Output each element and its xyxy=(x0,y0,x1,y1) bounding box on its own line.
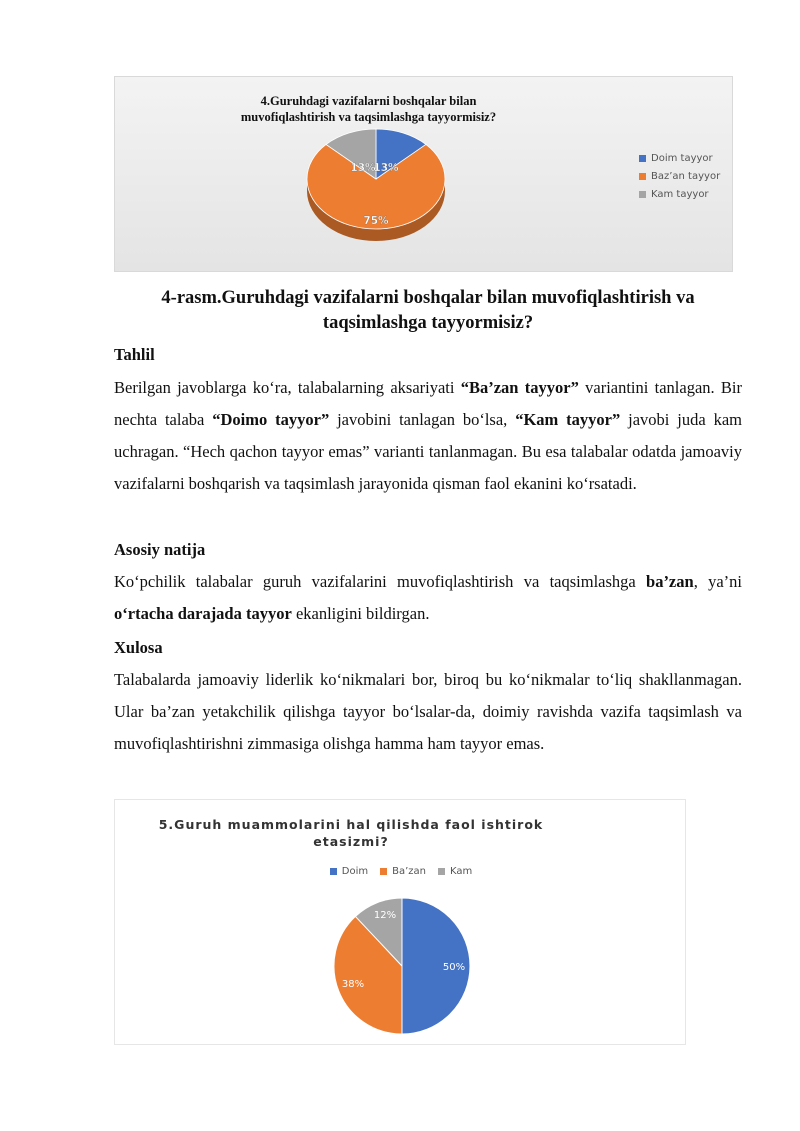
pie-label-2: 75% xyxy=(363,215,389,227)
pie-label-1: 13% xyxy=(373,162,399,174)
pie-label-3: 12% xyxy=(373,910,397,921)
paragraph-tahlil: Berilgan javoblarga ko‘ra, talabalarning aksariyati “Ba’zan tayyor” variantini tanlagan. Bir nechta talaba “Doimo tayyor” javobini tanlagan bo‘lsa, “Kam tayyor” javobi juda kam uchragan. “Hech qachon tayyor emas” varianti tanlanmagan. Bu esa talabalar odatda jamoaviy vazifalarni boshqarish va taqsimlash jarayonida qisman faol ekanini ko‘rsatadi. xyxy=(114,378,742,493)
chart-1 xyxy=(114,76,733,272)
legend-entry-2: Baz’an tayyor xyxy=(639,167,720,185)
heading-xulosa: Xulosa xyxy=(114,638,163,657)
chart-1-legend xyxy=(639,149,720,203)
heading-asosiy-natija: Asosiy natija xyxy=(114,540,206,559)
legend-entry-3: Kam tayyor xyxy=(639,185,720,203)
pie-label-1: 50% xyxy=(442,962,466,973)
chart-2-plot xyxy=(115,800,687,1046)
legend-entry-1: Doim xyxy=(330,866,368,877)
chart-1-title: 4.Guruhdagi vazifalarni boshqalar bilan muvofiqlashtirish va taqsimlashga tayyormisiz? xyxy=(240,94,497,124)
legend-swatch-blue xyxy=(639,155,646,162)
chart-2-title: 5.Guruh muammolarini hal qilishda faol ishtirok etasizmi? xyxy=(158,817,544,849)
chart-2 xyxy=(114,799,686,1045)
heading-tahlil: Tahlil xyxy=(114,345,155,364)
legend-swatch-gray xyxy=(639,191,646,198)
paragraph-natija: Ko‘pchilik talabalar guruh vazifalarini muvofiqlashtirish va taqsimlashga ba’zan, ya’ni o‘rtacha darajada tayyor ekanligini bildirgan. xyxy=(114,572,742,623)
legend-entry-2: Ba’zan xyxy=(380,866,426,877)
paragraph-xulosa: Talabalarda jamoaviy liderlik ko‘nikmalari bor, biroq bu ko‘nikmalar to‘liq shakllanmagan. Ular ba’zan yetakchilik qilishga tayyor bo‘lsalar-da, doimiy ravishda vazifa taqsimlash va muvofiqlashtirishni zimmasiga olishga hamma ham tayyor emas. xyxy=(114,670,742,753)
pie-label-3: 13% xyxy=(350,162,376,174)
pie-label-2: 38% xyxy=(341,979,365,990)
figure-caption: 4-rasm.Guruhdagi vazifalarni boshqalar bilan muvofiqlashtirish va taqsimlashga tayyormisiz? xyxy=(161,288,695,333)
legend-entry-1: Doim tayyor xyxy=(639,149,720,167)
legend-entry-3: Kam xyxy=(438,866,472,877)
legend-swatch-orange xyxy=(639,173,646,180)
